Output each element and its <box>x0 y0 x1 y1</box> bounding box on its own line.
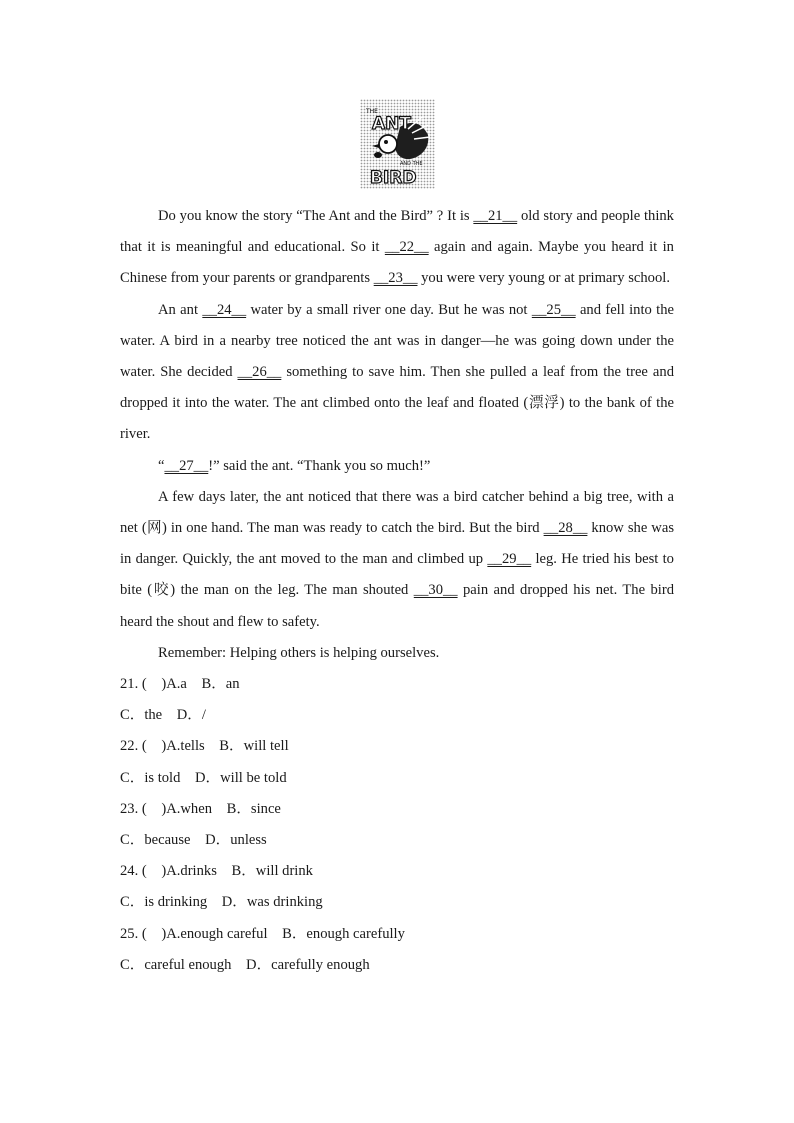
blank-22: __22__ <box>384 239 429 256</box>
blank-29: __29__ <box>487 551 532 568</box>
paragraph-3 <box>120 451 674 482</box>
blank-24: __24__ <box>202 301 247 318</box>
text: A few days later, the ant noticed that there was a bird catcher behind a big tree, with a net (网) in one hand. The man was ready to catch the bird. But the bird <box>120 488 674 537</box>
option-line: C．is drinking D．was drinking <box>120 894 323 911</box>
ant-and-bird-logo <box>360 99 435 189</box>
option-line: 25. ( )A.enough careful B．enough carefully <box>120 925 405 942</box>
blank-28: __28__ <box>543 520 588 537</box>
option-line: 24. ( )A.drinks B．will drink <box>120 863 313 880</box>
text: water by a small river one day. But he was not <box>246 301 532 318</box>
paragraph-2 <box>120 295 674 451</box>
text: you were very young or at primary school. <box>417 270 670 287</box>
svg-text:AND THE: AND THE <box>400 161 423 167</box>
svg-text:ANT: ANT <box>372 114 411 134</box>
option-line: C．is told D．will be told <box>120 769 287 786</box>
text: An ant <box>158 301 203 318</box>
blank-27: __27__ <box>164 457 209 474</box>
paragraph-5: Remember: Helping others is helping ourselves. <box>158 644 440 661</box>
text: leg. He tried his best to bite (咬) the man on the leg. The man shouted <box>120 551 674 599</box>
blank-21: __21__ <box>473 208 518 224</box>
svg-text:THE: THE <box>366 108 378 115</box>
text: old story and people think that it is meaningful and educational. So it <box>120 208 674 256</box>
text: know she was in danger. Quickly, the ant moved to the man and climbed up <box>120 520 675 568</box>
passage <box>120 201 674 981</box>
text: again and again. Maybe you heard it in Chinese from your parents or grandparents <box>120 239 674 287</box>
paragraph-1 <box>120 201 674 295</box>
text: pain and dropped his net. The bird heard the shout and flew to safety. <box>120 582 674 630</box>
text: and fell into the water. A bird in a nearby tree noticed the ant was in danger—he was going down under the water. She decided <box>120 301 674 381</box>
svg-text:BIRD: BIRD <box>370 168 417 188</box>
paragraph-4 <box>120 482 674 638</box>
option-line: 23. ( )A.when B．since <box>120 800 281 817</box>
blank-25: __25__ <box>531 301 576 318</box>
option-line: C．because D．unless <box>120 832 267 849</box>
option-line: 22. ( )A.tells B．will tell <box>120 738 289 755</box>
blank-26: __26__ <box>237 364 282 381</box>
text: Do you know the story “The Ant and the Bird” ? It is <box>158 208 474 224</box>
option-line: C．careful enough D．carefully enough <box>120 956 370 973</box>
blank-30: __30__ <box>413 582 458 599</box>
blank-23: __23__ <box>373 270 418 287</box>
option-line: 21. ( )A.a B．an <box>120 676 240 693</box>
option-line: C．the D．/ <box>120 707 206 724</box>
text: !” said the ant. “Thank you so much!” <box>208 457 431 474</box>
text: something to save him. Then she pulled a leaf from the tree and dropped it into the water. The ant climbed onto the leaf and floated (漂浮) to the bank of the river. <box>120 364 674 443</box>
text: “ <box>158 457 165 474</box>
